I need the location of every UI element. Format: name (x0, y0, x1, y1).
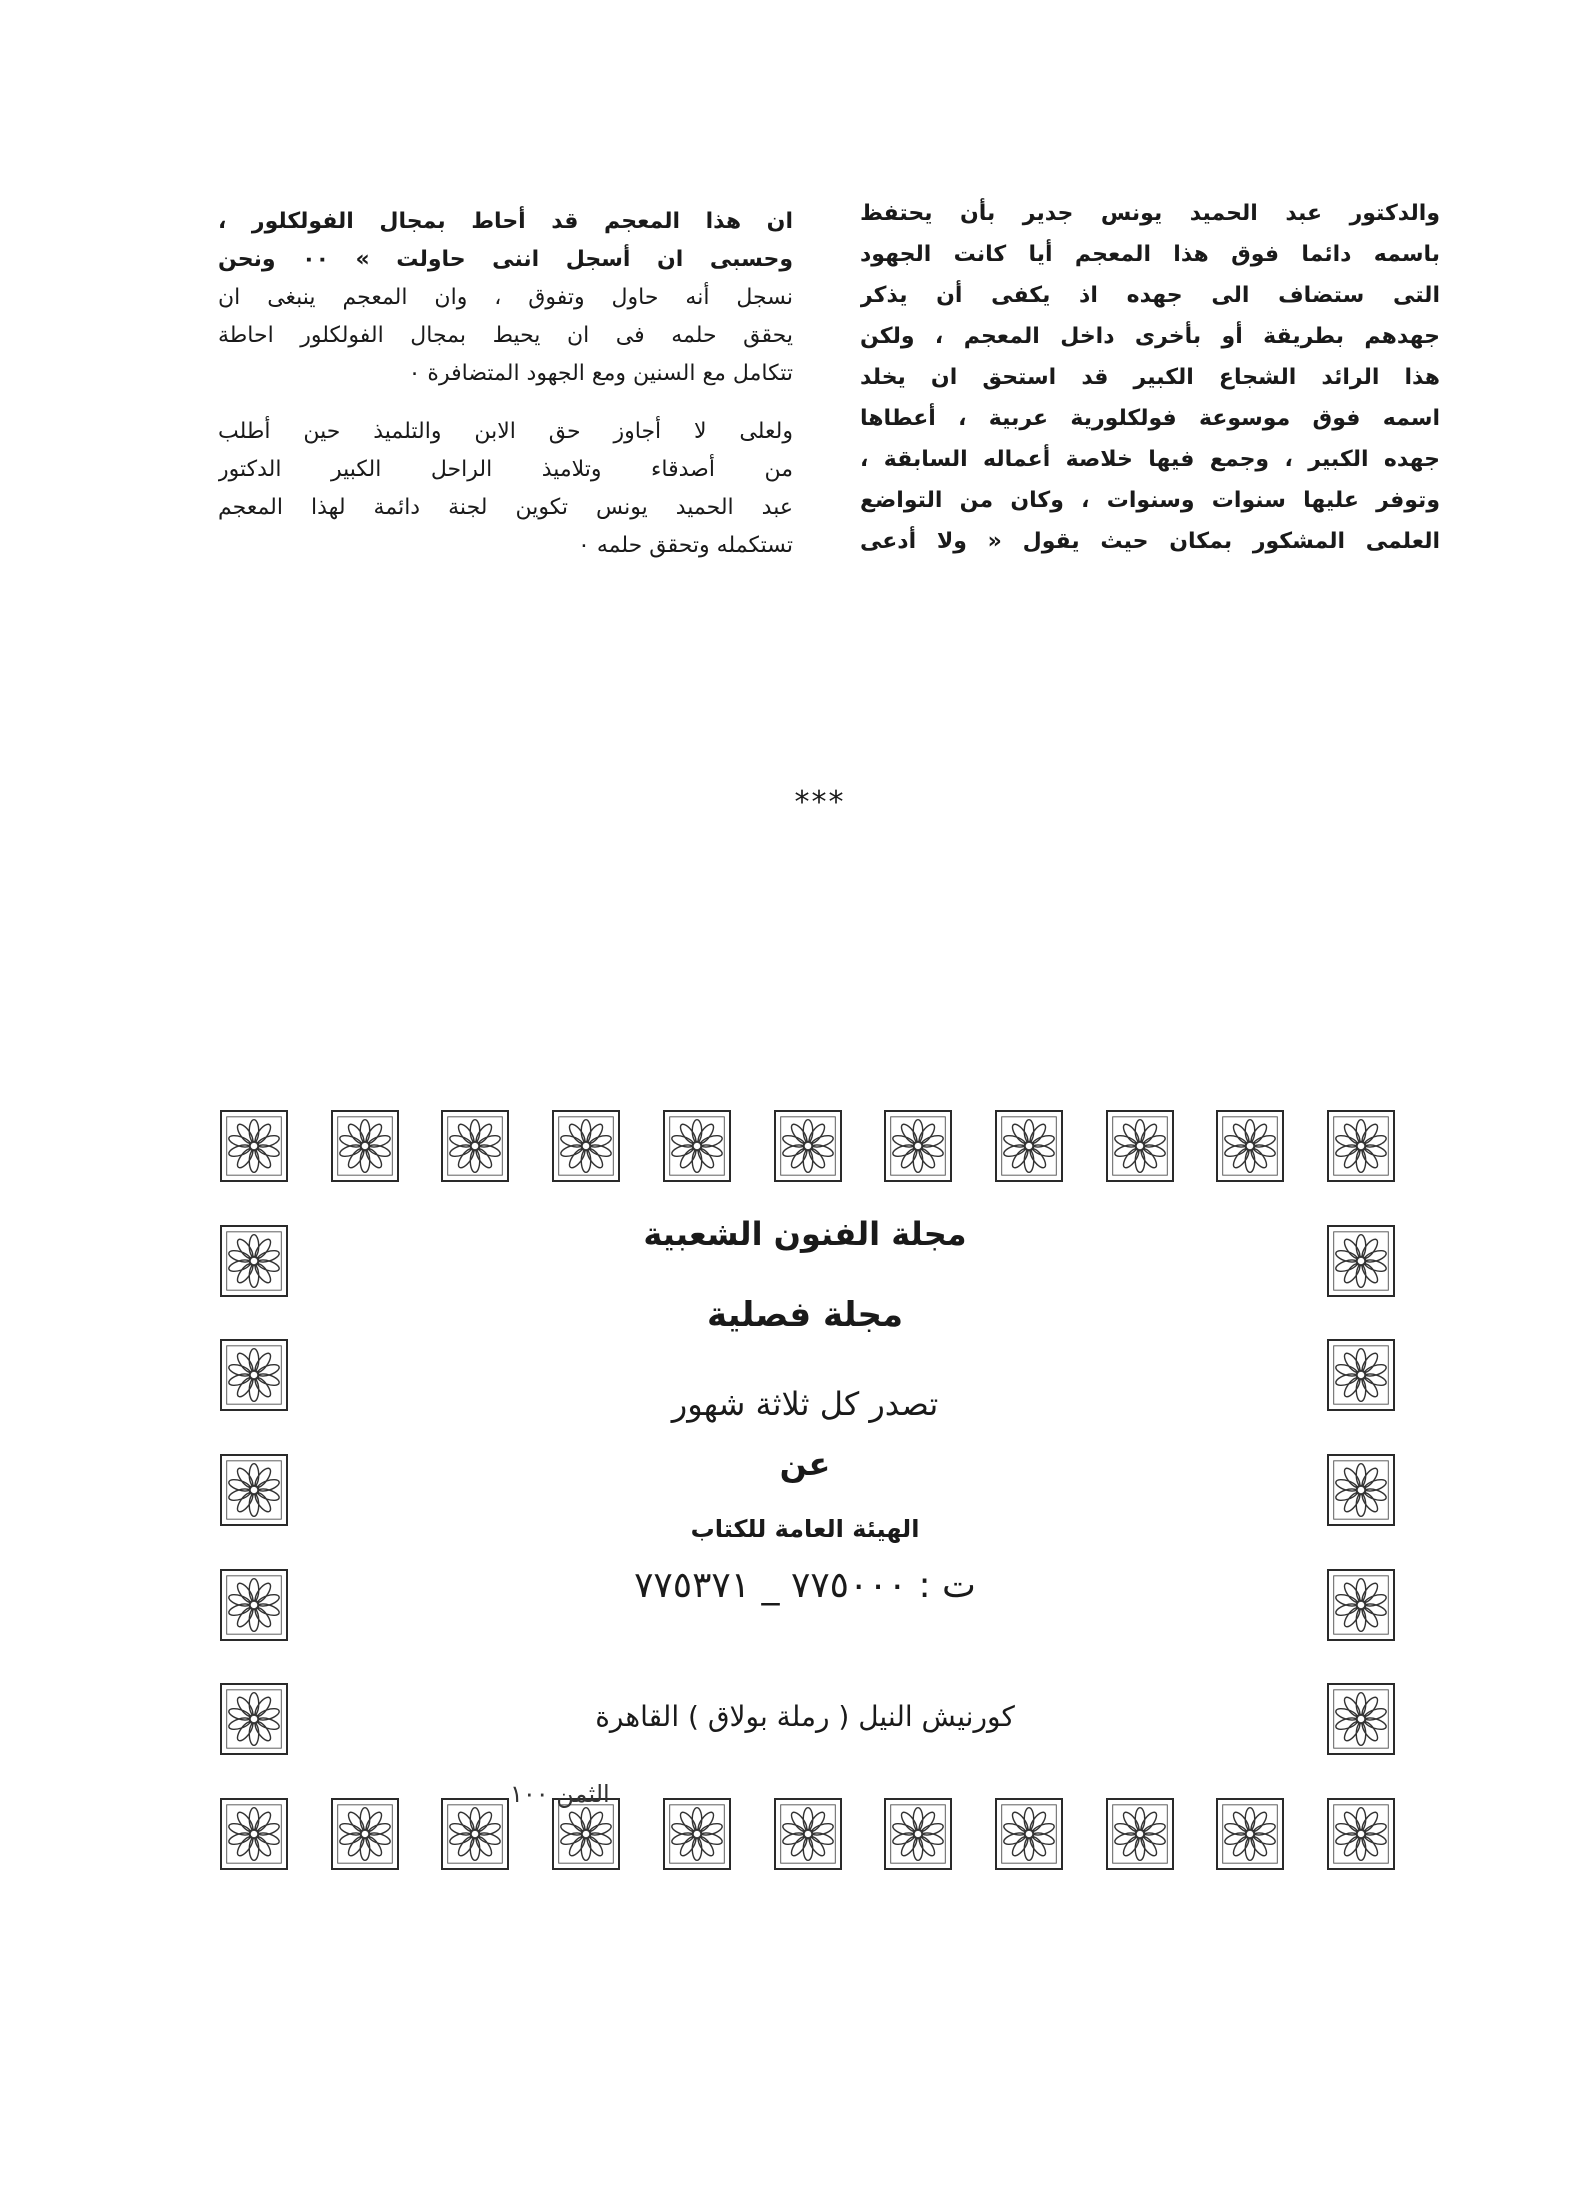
phone-numbers: ت : ٧٧٥٠٠٠ _ ٧٧٥٣٧١ (634, 1565, 976, 1606)
flower-ornament-icon (884, 1110, 952, 1182)
flower-ornament-icon (1106, 1798, 1174, 1870)
flower-ornament-icon (552, 1110, 620, 1182)
article-left-column (218, 203, 793, 565)
flower-ornament-icon (220, 1683, 288, 1755)
flower-ornament-icon (220, 1339, 288, 1411)
text-line: يحقق حلمه فى ان يحيط بمجال الفولكلور احاطة (218, 323, 793, 348)
text-line: تتكامل مع السنين ومع الجهود المتضافرة ٠ (408, 361, 793, 386)
section-separator: *** (794, 785, 846, 820)
flower-ornament-icon (1327, 1798, 1395, 1870)
flower-ornament-icon (1327, 1339, 1395, 1411)
flower-ornament-icon (1216, 1110, 1284, 1182)
flower-ornament-icon (441, 1110, 509, 1182)
from-label: عن (779, 1445, 831, 1483)
text-line: جهدهم بطريقة أو بأخرى داخل المعجم ، ولكن (860, 324, 1440, 349)
text-line: والدكتور عبد الحميد يونس جدير بأن يحتفظ (860, 201, 1440, 226)
flower-ornament-icon (1106, 1110, 1174, 1182)
address: كورنيش النيل ( رملة بولاق ) القاهرة (595, 1700, 1015, 1733)
magazine-subtitle: مجلة فصلية (706, 1295, 904, 1335)
text-line: ولعلى لا أجاوز حق الابن والتلميذ حين أطلب (218, 419, 793, 444)
text-line: نسجل أنه حاول وتفوق ، وان المعجم ينبغى ان (218, 285, 793, 310)
flower-ornament-icon (1327, 1454, 1395, 1526)
flower-ornament-icon (995, 1798, 1063, 1870)
flower-ornament-icon (331, 1110, 399, 1182)
publisher-name: الهيئة العامة للكتاب (690, 1515, 920, 1543)
text-line: باسمه دائما فوق هذا المعجم أيا كانت الجهود (860, 242, 1440, 267)
text-line: جهده الكبير ، وجمع فيها خلاصة أعماله السابقة ، (860, 447, 1440, 472)
text-line: من أصدقاء وتلاميذ الراحل الكبير الدكتور (218, 457, 793, 482)
flower-ornament-icon (884, 1798, 952, 1870)
flower-ornament-icon (220, 1798, 288, 1870)
flower-ornament-icon (774, 1798, 842, 1870)
text-line: التى ستضاف الى جهده اذ يكفى أن يذكر (860, 283, 1440, 308)
magazine-title: مجلة الفنون الشعبية (643, 1215, 967, 1253)
article-right-column (860, 193, 1440, 562)
text-line: اسمه فوق موسوعة فولكلورية عربية ، أعطاها (860, 406, 1440, 431)
flower-ornament-icon (1327, 1225, 1395, 1297)
flower-ornament-icon (663, 1798, 731, 1870)
text-line: هذا الرائد الشجاع الكبير قد استحق ان يخلد (860, 365, 1440, 390)
flower-ornament-icon (663, 1110, 731, 1182)
text-line: ان هذا المعجم قد أحاط بمجال الفولكلور ، (218, 209, 793, 234)
flower-ornament-icon (220, 1569, 288, 1641)
flower-ornament-icon (1327, 1569, 1395, 1641)
text-line: وحسبى ان أسجل اننى حاولت » ٠٠ ونحن (218, 247, 793, 272)
flower-ornament-icon (220, 1225, 288, 1297)
flower-ornament-icon (774, 1110, 842, 1182)
flower-ornament-icon (1327, 1683, 1395, 1755)
flower-ornament-icon (1327, 1110, 1395, 1182)
flower-ornament-icon (441, 1798, 509, 1870)
flower-ornament-icon (995, 1110, 1063, 1182)
text-line: وتوفر عليها سنوات وسنوات ، وكان من التواضع (860, 488, 1440, 513)
publication-frequency: تصدر كل ثلاثة شهور (671, 1385, 939, 1423)
flower-ornament-icon (220, 1110, 288, 1182)
text-line: تستكمله وتحقق حلمه ٠ (578, 533, 793, 558)
text-line: العلمى المشكور بمكان حيث يقول « ولا أدعى (860, 529, 1440, 554)
flower-ornament-icon (552, 1798, 620, 1870)
flower-ornament-icon (1216, 1798, 1284, 1870)
text-line: عبد الحميد يونس تكوين لجنة دائمة لهذا المعجم (218, 495, 793, 520)
flower-ornament-icon (331, 1798, 399, 1870)
flower-ornament-icon (220, 1454, 288, 1526)
price-stamp: الثمن ١٠٠ (510, 1780, 610, 1808)
